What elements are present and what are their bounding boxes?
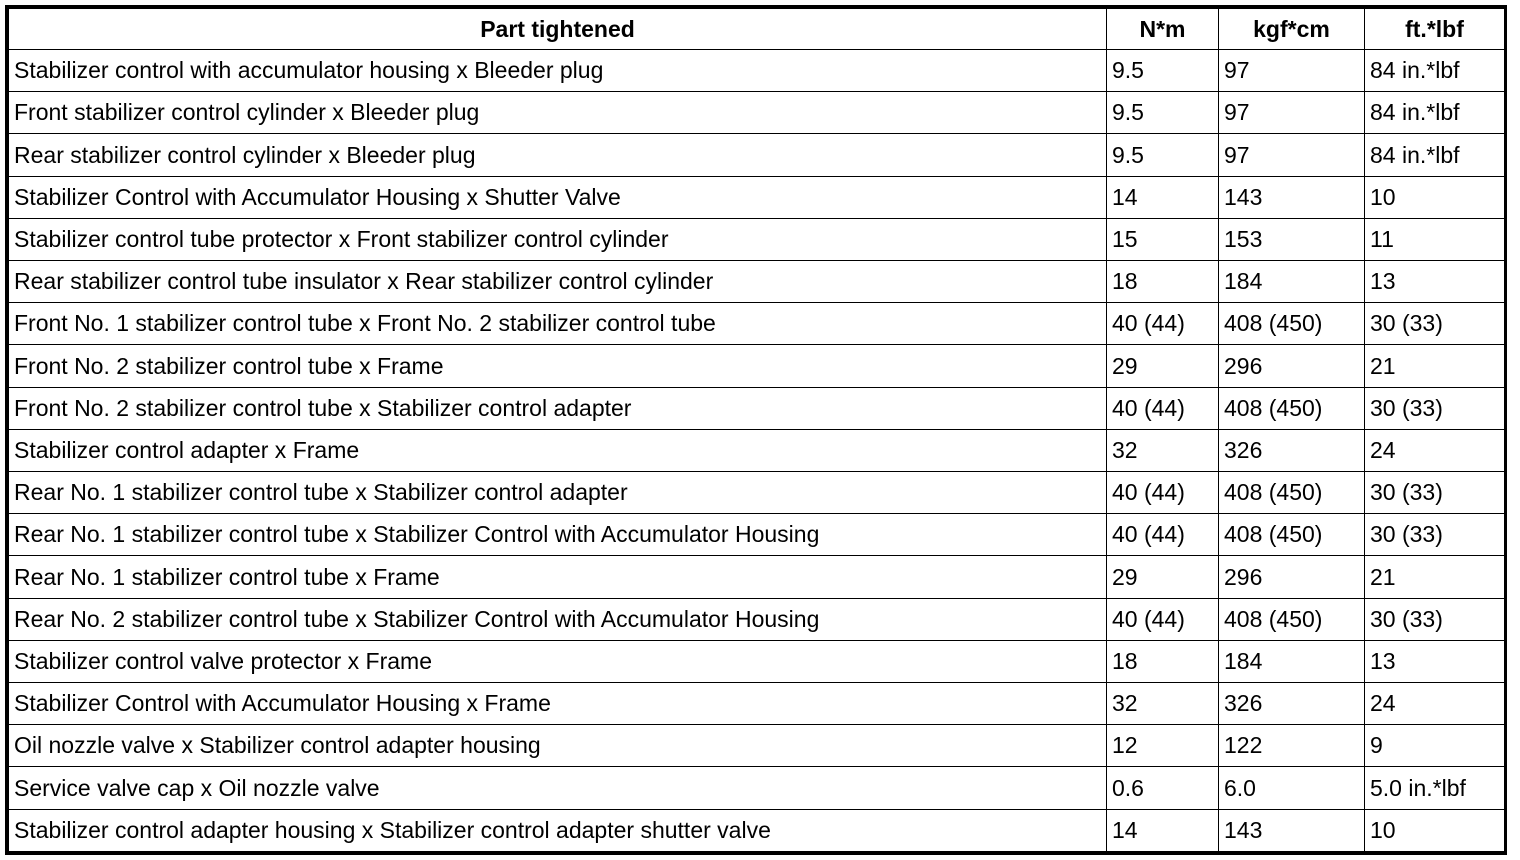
table-row bbox=[9, 303, 1505, 345]
cell-part-tightened: Oil nozzle valve x Stabilizer control adapter housing bbox=[9, 725, 1107, 767]
cell-ftlbf: 21 bbox=[1365, 556, 1505, 598]
cell-ftlbf: 84 in.*lbf bbox=[1365, 92, 1505, 134]
table-header-row bbox=[9, 9, 1505, 50]
table-row bbox=[9, 514, 1505, 556]
table-row bbox=[9, 345, 1505, 387]
cell-nm: 29 bbox=[1107, 556, 1219, 598]
table-row bbox=[9, 429, 1505, 471]
cell-nm: 32 bbox=[1107, 429, 1219, 471]
cell-kgfcm: 97 bbox=[1219, 134, 1365, 176]
cell-kgfcm: 408 (450) bbox=[1219, 598, 1365, 640]
cell-ftlbf: 13 bbox=[1365, 640, 1505, 682]
cell-part-tightened: Stabilizer control tube protector x Front stabilizer control cylinder bbox=[9, 218, 1107, 260]
cell-ftlbf: 24 bbox=[1365, 683, 1505, 725]
torque-spec-table-frame bbox=[5, 5, 1507, 855]
table-row bbox=[9, 134, 1505, 176]
table-row bbox=[9, 92, 1505, 134]
header-kgfcm: kgf*cm bbox=[1219, 9, 1365, 50]
cell-kgfcm: 97 bbox=[1219, 50, 1365, 92]
cell-nm: 32 bbox=[1107, 683, 1219, 725]
cell-part-tightened: Rear No. 1 stabilizer control tube x Stabilizer control adapter bbox=[9, 472, 1107, 514]
cell-kgfcm: 408 (450) bbox=[1219, 387, 1365, 429]
table-row bbox=[9, 598, 1505, 640]
cell-kgfcm: 184 bbox=[1219, 261, 1365, 303]
table-body bbox=[9, 50, 1505, 852]
cell-kgfcm: 122 bbox=[1219, 725, 1365, 767]
cell-kgfcm: 296 bbox=[1219, 345, 1365, 387]
cell-kgfcm: 143 bbox=[1219, 176, 1365, 218]
cell-ftlbf: 21 bbox=[1365, 345, 1505, 387]
cell-ftlbf: 24 bbox=[1365, 429, 1505, 471]
cell-nm: 15 bbox=[1107, 218, 1219, 260]
table-row bbox=[9, 809, 1505, 851]
cell-part-tightened: Front No. 1 stabilizer control tube x Front No. 2 stabilizer control tube bbox=[9, 303, 1107, 345]
table-row bbox=[9, 176, 1505, 218]
cell-ftlbf: 10 bbox=[1365, 176, 1505, 218]
table-row bbox=[9, 725, 1505, 767]
cell-nm: 29 bbox=[1107, 345, 1219, 387]
table-row bbox=[9, 472, 1505, 514]
cell-kgfcm: 408 (450) bbox=[1219, 303, 1365, 345]
cell-nm: 18 bbox=[1107, 261, 1219, 303]
table-row bbox=[9, 50, 1505, 92]
table-row bbox=[9, 683, 1505, 725]
cell-kgfcm: 408 (450) bbox=[1219, 472, 1365, 514]
torque-spec-table bbox=[8, 8, 1505, 852]
cell-ftlbf: 84 in.*lbf bbox=[1365, 50, 1505, 92]
cell-part-tightened: Stabilizer control adapter x Frame bbox=[9, 429, 1107, 471]
cell-nm: 18 bbox=[1107, 640, 1219, 682]
cell-ftlbf: 30 (33) bbox=[1365, 472, 1505, 514]
cell-part-tightened: Rear stabilizer control cylinder x Bleeder plug bbox=[9, 134, 1107, 176]
cell-part-tightened: Stabilizer Control with Accumulator Housing x Shutter Valve bbox=[9, 176, 1107, 218]
table-row bbox=[9, 261, 1505, 303]
header-nm: N*m bbox=[1107, 9, 1219, 50]
cell-kgfcm: 326 bbox=[1219, 683, 1365, 725]
cell-nm: 40 (44) bbox=[1107, 598, 1219, 640]
cell-kgfcm: 6.0 bbox=[1219, 767, 1365, 809]
cell-part-tightened: Rear No. 2 stabilizer control tube x Stabilizer Control with Accumulator Housing bbox=[9, 598, 1107, 640]
cell-kgfcm: 184 bbox=[1219, 640, 1365, 682]
header-part-tightened: Part tightened bbox=[9, 9, 1107, 50]
cell-ftlbf: 30 (33) bbox=[1365, 303, 1505, 345]
cell-part-tightened: Front No. 2 stabilizer control tube x Frame bbox=[9, 345, 1107, 387]
cell-part-tightened: Rear stabilizer control tube insulator x Rear stabilizer control cylinder bbox=[9, 261, 1107, 303]
cell-kgfcm: 296 bbox=[1219, 556, 1365, 598]
cell-ftlbf: 30 (33) bbox=[1365, 387, 1505, 429]
cell-kgfcm: 143 bbox=[1219, 809, 1365, 851]
cell-nm: 9.5 bbox=[1107, 50, 1219, 92]
cell-nm: 14 bbox=[1107, 809, 1219, 851]
cell-kgfcm: 97 bbox=[1219, 92, 1365, 134]
cell-ftlbf: 30 (33) bbox=[1365, 514, 1505, 556]
cell-nm: 40 (44) bbox=[1107, 472, 1219, 514]
cell-ftlbf: 9 bbox=[1365, 725, 1505, 767]
table-row bbox=[9, 640, 1505, 682]
header-ftlbf: ft.*lbf bbox=[1365, 9, 1505, 50]
cell-ftlbf: 13 bbox=[1365, 261, 1505, 303]
cell-nm: 40 (44) bbox=[1107, 514, 1219, 556]
table-row bbox=[9, 556, 1505, 598]
cell-ftlbf: 84 in.*lbf bbox=[1365, 134, 1505, 176]
cell-ftlbf: 11 bbox=[1365, 218, 1505, 260]
cell-part-tightened: Stabilizer control valve protector x Frame bbox=[9, 640, 1107, 682]
cell-part-tightened: Stabilizer control adapter housing x Stabilizer control adapter shutter valve bbox=[9, 809, 1107, 851]
cell-nm: 14 bbox=[1107, 176, 1219, 218]
cell-ftlbf: 10 bbox=[1365, 809, 1505, 851]
cell-nm: 40 (44) bbox=[1107, 303, 1219, 345]
cell-part-tightened: Front No. 2 stabilizer control tube x Stabilizer control adapter bbox=[9, 387, 1107, 429]
cell-part-tightened: Stabilizer Control with Accumulator Housing x Frame bbox=[9, 683, 1107, 725]
table-row bbox=[9, 767, 1505, 809]
cell-kgfcm: 153 bbox=[1219, 218, 1365, 260]
cell-part-tightened: Rear No. 1 stabilizer control tube x Frame bbox=[9, 556, 1107, 598]
cell-kgfcm: 408 (450) bbox=[1219, 514, 1365, 556]
table-row bbox=[9, 387, 1505, 429]
cell-ftlbf: 30 (33) bbox=[1365, 598, 1505, 640]
cell-ftlbf: 5.0 in.*lbf bbox=[1365, 767, 1505, 809]
cell-part-tightened: Stabilizer control with accumulator housing x Bleeder plug bbox=[9, 50, 1107, 92]
cell-nm: 0.6 bbox=[1107, 767, 1219, 809]
cell-nm: 40 (44) bbox=[1107, 387, 1219, 429]
cell-part-tightened: Front stabilizer control cylinder x Bleeder plug bbox=[9, 92, 1107, 134]
cell-part-tightened: Service valve cap x Oil nozzle valve bbox=[9, 767, 1107, 809]
table-row bbox=[9, 218, 1505, 260]
cell-nm: 9.5 bbox=[1107, 92, 1219, 134]
cell-kgfcm: 326 bbox=[1219, 429, 1365, 471]
cell-part-tightened: Rear No. 1 stabilizer control tube x Stabilizer Control with Accumulator Housing bbox=[9, 514, 1107, 556]
cell-nm: 9.5 bbox=[1107, 134, 1219, 176]
cell-nm: 12 bbox=[1107, 725, 1219, 767]
